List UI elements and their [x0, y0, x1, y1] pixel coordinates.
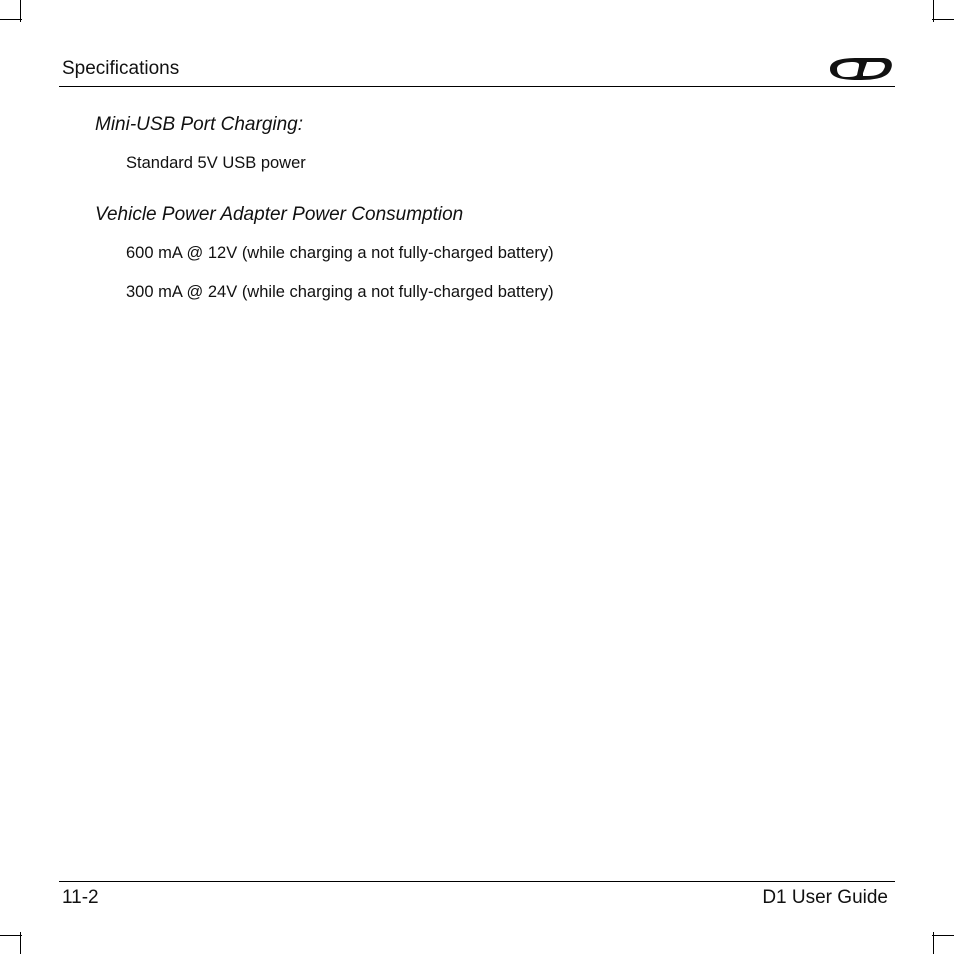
crop-mark: [20, 932, 21, 954]
section-title-vehicle-adapter: Vehicle Power Adapter Power Consumption: [95, 204, 464, 225]
guide-title: D1 User Guide: [762, 887, 888, 908]
page-header-title: Specifications: [62, 58, 180, 79]
crop-mark: [933, 0, 934, 22]
d1-logo-icon: [828, 56, 894, 82]
crop-mark: [932, 19, 954, 20]
crop-mark: [20, 0, 21, 22]
section-title-mini-usb: Mini-USB Port Charging:: [95, 114, 304, 135]
spec-line-12v: 600 mA @ 12V (while charging a not fully-charged battery): [126, 244, 554, 262]
header-rule: [59, 86, 895, 87]
spec-line-24v: 300 mA @ 24V (while charging a not fully-charged battery): [126, 283, 554, 301]
footer-rule: [59, 881, 895, 882]
crop-mark: [0, 19, 22, 20]
crop-mark: [933, 932, 934, 954]
spec-line-usb-power: Standard 5V USB power: [126, 154, 306, 172]
crop-mark: [932, 935, 954, 936]
page-number: 11-2: [62, 887, 99, 908]
crop-mark: [0, 935, 22, 936]
